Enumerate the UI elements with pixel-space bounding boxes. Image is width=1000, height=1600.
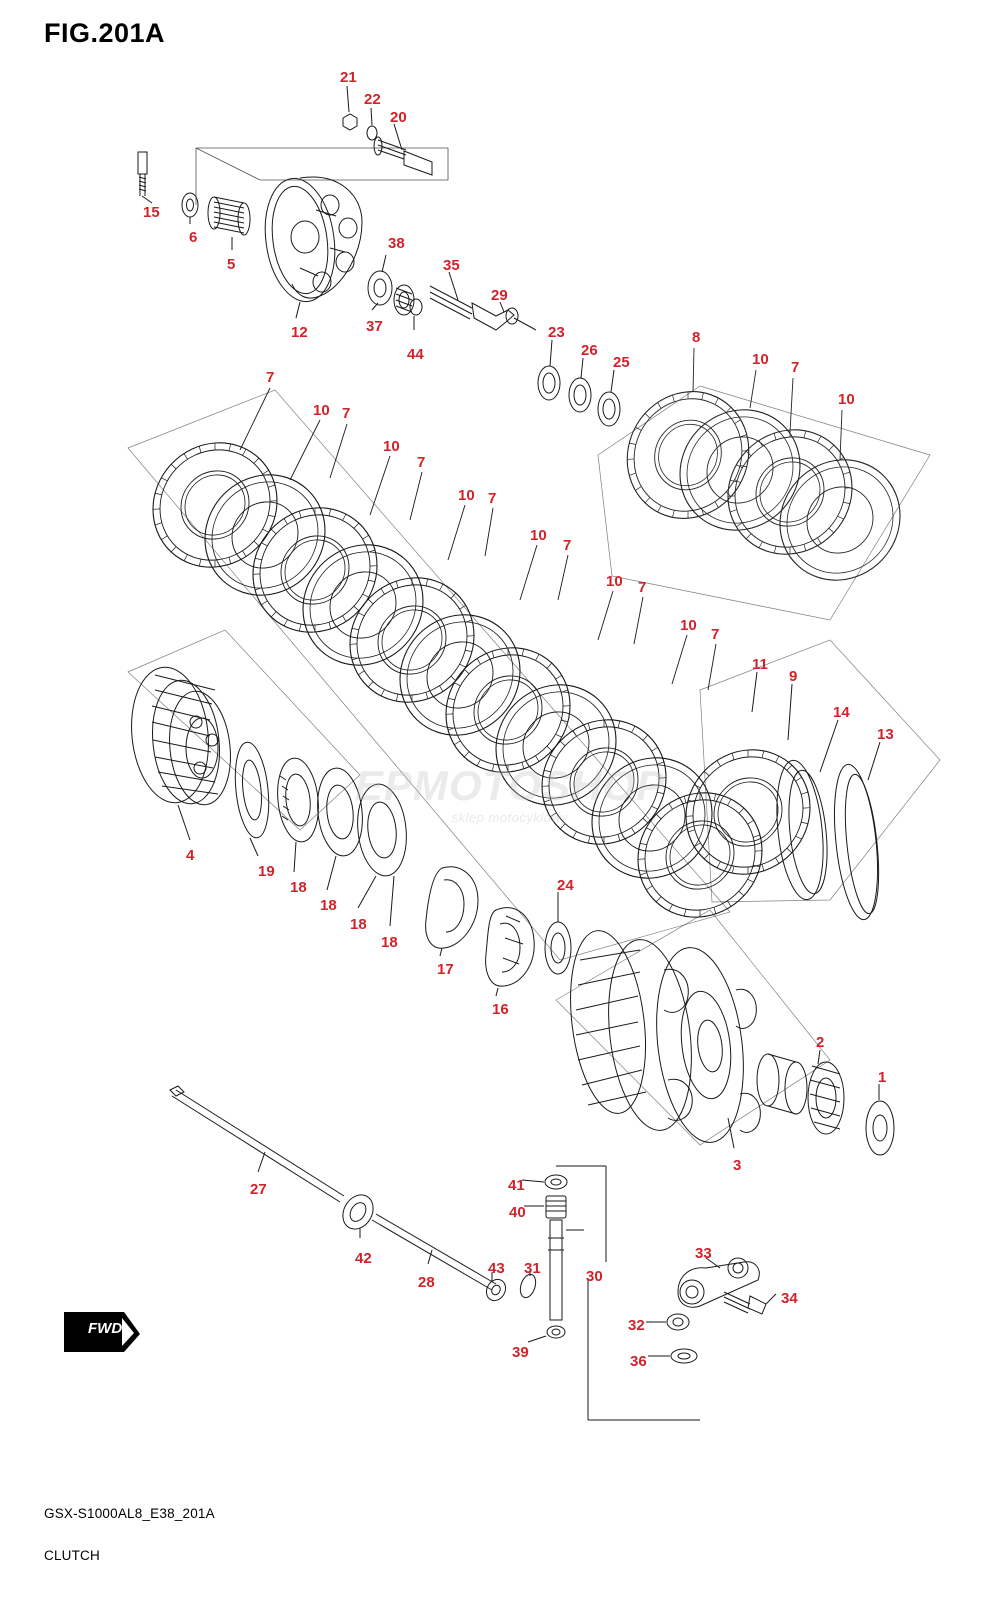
callout-25: 25 xyxy=(613,354,630,371)
callout-44: 44 xyxy=(407,346,424,363)
callout-15: 15 xyxy=(143,204,160,221)
callout-10: 10 xyxy=(680,617,697,634)
callout-11: 11 xyxy=(752,656,768,673)
callout-10: 10 xyxy=(838,391,855,408)
callout-32: 32 xyxy=(628,1317,645,1334)
callout-10: 10 xyxy=(606,573,623,590)
callout-10: 10 xyxy=(458,487,475,504)
callout-8: 8 xyxy=(692,329,701,346)
callout-9: 9 xyxy=(789,668,798,685)
callout-34: 34 xyxy=(781,1290,798,1307)
callout-29: 29 xyxy=(491,287,508,304)
callout-24: 24 xyxy=(557,877,574,894)
callout-18: 18 xyxy=(320,897,337,914)
callout-4: 4 xyxy=(186,847,195,864)
callout-7: 7 xyxy=(711,626,720,643)
callout-31: 31 xyxy=(524,1260,541,1277)
watermark-text: EPMOTOSHOP xyxy=(354,762,666,809)
fwd-direction-badge xyxy=(60,1300,150,1360)
callout-10: 10 xyxy=(313,402,330,419)
callout-41: 41 xyxy=(508,1177,525,1194)
callout-30: 30 xyxy=(586,1268,603,1285)
callout-22: 22 xyxy=(364,91,381,108)
callout-10: 10 xyxy=(383,438,400,455)
callout-23: 23 xyxy=(548,324,565,341)
figure-code: GSX-S1000AL8_E38_201A xyxy=(44,1506,215,1521)
callout-3: 3 xyxy=(733,1157,742,1174)
callout-28: 28 xyxy=(418,1274,435,1291)
callout-13: 13 xyxy=(877,726,894,743)
watermark-subtext: sklep motocyklowy xyxy=(451,810,569,825)
callout-36: 36 xyxy=(630,1353,647,1370)
callout-7: 7 xyxy=(488,490,497,507)
callout-7: 7 xyxy=(791,359,800,376)
callout-21: 21 xyxy=(340,69,357,86)
callout-1: 1 xyxy=(878,1069,887,1086)
callout-6: 6 xyxy=(189,229,198,246)
callout-10: 10 xyxy=(752,351,769,368)
callout-12: 12 xyxy=(291,324,308,341)
callout-42: 42 xyxy=(355,1250,372,1267)
callout-43: 43 xyxy=(488,1260,505,1277)
fwd-label: FWD xyxy=(88,1320,123,1337)
callout-7: 7 xyxy=(266,369,275,386)
callout-26: 26 xyxy=(581,342,598,359)
callout-7: 7 xyxy=(417,454,426,471)
callout-37: 37 xyxy=(366,318,383,335)
callout-33: 33 xyxy=(695,1245,712,1262)
callout-7: 7 xyxy=(342,405,351,422)
callout-16: 16 xyxy=(492,1001,509,1018)
callout-35: 35 xyxy=(443,257,460,274)
callout-17: 17 xyxy=(437,961,454,978)
callout-38: 38 xyxy=(388,235,405,252)
callout-5: 5 xyxy=(227,256,236,273)
callout-14: 14 xyxy=(833,704,850,721)
callout-18: 18 xyxy=(290,879,307,896)
callout-7: 7 xyxy=(638,579,647,596)
figure-name: CLUTCH xyxy=(44,1548,100,1563)
callout-7: 7 xyxy=(563,537,572,554)
callout-18: 18 xyxy=(350,916,367,933)
callout-39: 39 xyxy=(512,1344,529,1361)
callout-19: 19 xyxy=(258,863,275,880)
page-title: FIG.201A xyxy=(44,18,166,48)
callout-18: 18 xyxy=(381,934,398,951)
callout-20: 20 xyxy=(390,109,407,126)
callout-10: 10 xyxy=(530,527,547,544)
callout-40: 40 xyxy=(509,1204,526,1221)
callout-27: 27 xyxy=(250,1181,267,1198)
watermark xyxy=(300,762,720,832)
callout-2: 2 xyxy=(816,1034,825,1051)
